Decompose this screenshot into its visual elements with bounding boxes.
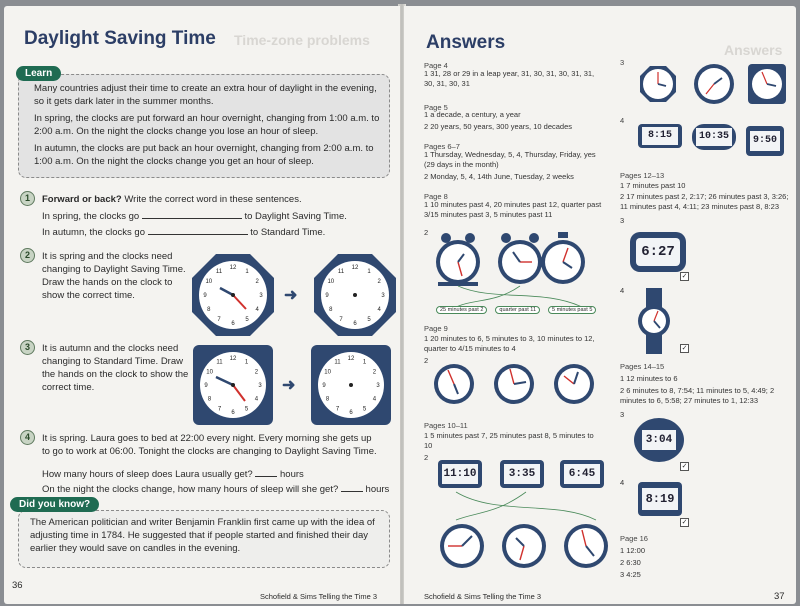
clock-numeral: 5 <box>362 406 367 413</box>
clock-numeral: 7 <box>217 317 221 324</box>
clock-numeral: 8 <box>207 307 211 313</box>
page1011-answer-2: 2 <box>424 453 429 462</box>
page1011-heading: Pages 10–11 <box>424 421 468 430</box>
q2-clock-answer[interactable] <box>312 252 398 338</box>
footer: Schofield & Sims Telling the Time 3 <box>260 592 378 601</box>
clock-numeral: 10 <box>324 369 331 376</box>
checkbox-icon: ✓ <box>681 519 688 526</box>
clock-numeral: 2 <box>254 369 259 376</box>
arrow-icon: ➜ <box>282 377 296 394</box>
q3-text: It is autumn and the clocks need changing to Standard Time. Draw the hands on the clock to show the correct time. <box>42 343 189 393</box>
q1-prompt-bold: Forward or back? <box>42 194 122 205</box>
q1-line-1 <box>42 210 347 223</box>
page1011-clocks <box>436 490 616 574</box>
clock-numeral: 1 <box>367 268 371 275</box>
page1415-answer-3: 3 <box>620 410 625 419</box>
arrow-icon: ➜ <box>284 287 298 304</box>
clock-numeral: 7 <box>339 317 343 324</box>
page16-answer-3: 3 4:25 <box>620 570 641 579</box>
clock-numeral: 11 <box>216 359 223 366</box>
footer: Schofield & Sims Telling the Time 3 <box>424 592 542 601</box>
page1415-answer-1: 1 12 minutes to 6 <box>620 374 678 383</box>
clock-numeral: 12 <box>229 356 237 362</box>
learn-para-3: In autumn, the clocks are put back an hour overnight, changing from 2:00 a.m. to 1:00 a.m. On the night the clocks change you get an hour of sleep. <box>34 143 374 167</box>
page67-answer-1: 1 Thursday, Wednesday, 5, 4, Thursday, Friday, yes (29 days in the month) <box>424 150 596 169</box>
digital-clock-3-04 <box>634 418 684 462</box>
question-number-2: 2 <box>20 248 35 263</box>
page-title: Daylight Saving Time <box>24 28 216 49</box>
page1213-answer-1: 1 7 minutes past 10 <box>620 181 686 190</box>
clock-numeral: 9 <box>325 293 329 299</box>
clock-numeral: 8 <box>325 396 330 403</box>
clock-numeral: 2 <box>255 279 259 285</box>
q4-line-1-text: How many hours of sleep does Laura usually get? <box>42 469 253 480</box>
clock-numeral: 4 <box>255 307 259 313</box>
page-number: 36 <box>12 580 23 591</box>
page-number: 37 <box>774 591 785 602</box>
checkbox-icon: ✓ <box>681 273 688 280</box>
clock-numeral: 4 <box>377 307 381 313</box>
question-number-3: 3 <box>20 340 35 355</box>
ghost-title: Answers <box>724 42 783 58</box>
q4-answer-blank-1[interactable] <box>255 468 277 477</box>
clock-numeral: 10 <box>206 369 213 376</box>
analogue-watch <box>636 288 672 354</box>
page9-clocks <box>430 358 610 412</box>
digital-display: 8:15 <box>642 127 678 145</box>
q1-line-2 <box>42 226 325 239</box>
digital-display: 10:35 <box>696 128 732 146</box>
q3-clock-before <box>192 344 274 426</box>
q4-line-2-text: On the night the clocks change, how many hours of sleep will she get? <box>42 484 339 495</box>
learn-tag: Learn <box>16 66 61 81</box>
digital-watch-6-27 <box>630 232 686 272</box>
question-number-4: 4 <box>20 430 35 445</box>
learn-para-1: Many countries adjust their time to create an extra hour of daylight in the evening, so it gets dark later in the summer months. <box>34 83 377 107</box>
page67-answer-2: 2 Monday, 5, 4, 14th June, Tuesday, 2 weeks <box>424 172 574 181</box>
page16-heading: Page 16 <box>620 534 648 543</box>
ghost-title: Time-zone problems <box>234 32 370 48</box>
page67-heading: Pages 6–7 <box>424 142 460 151</box>
page5-heading: Page 5 <box>424 103 448 112</box>
clock-numeral: 11 <box>334 359 341 366</box>
col2-clocks-3 <box>636 60 786 108</box>
q1-line-1-a: In spring, the clocks go <box>42 211 140 222</box>
page5-answer-1: 1 a decade, a century, a year <box>424 110 521 119</box>
clock-numeral: 6 <box>353 321 357 327</box>
page1415-heading: Pages 14–15 <box>620 362 665 371</box>
clock-numeral: 5 <box>244 406 249 413</box>
clock-numeral: 5 <box>367 317 371 324</box>
digital-clock-6-45 <box>560 460 604 488</box>
page1213-heading: Pages 12–13 <box>620 171 665 180</box>
clock-numeral: 9 <box>203 293 207 299</box>
label-quarter-past-11: quarter past 11 <box>495 306 540 314</box>
q1-line-2-a: In autumn, the clocks go <box>42 227 145 238</box>
page1213-answer-3: 3 <box>620 216 625 225</box>
digital-clock-11-10 <box>438 460 482 488</box>
clock-numeral: 2 <box>372 369 377 376</box>
q4-answer-blank-2[interactable] <box>341 483 363 492</box>
digital-clock-8-15 <box>638 124 682 148</box>
clock-numeral: 8 <box>207 396 212 403</box>
q1-answer-blank-2[interactable] <box>148 226 248 235</box>
clock-numeral: 4 <box>254 396 259 403</box>
clock-numeral: 2 <box>377 279 381 285</box>
did-you-know-tag: Did you know? <box>10 497 99 512</box>
clock-numeral: 1 <box>362 359 367 366</box>
clock-numeral: 1 <box>244 359 249 366</box>
page8-labels <box>436 306 596 314</box>
clock-numeral: 11 <box>215 268 223 275</box>
clock-numeral: 6 <box>349 410 353 416</box>
q4-unit-2: hours <box>365 484 390 495</box>
digital-clock-10-35 <box>692 124 736 150</box>
label-25-past-2: 25 minutes past 2 <box>436 306 487 314</box>
clock-numeral: 4 <box>372 396 377 403</box>
digital-clock-8-19 <box>638 482 682 516</box>
q2-clock-before <box>190 252 276 338</box>
q1-prompt <box>42 193 382 206</box>
q1-answer-blank-1[interactable] <box>142 210 242 219</box>
page1415-answer-2: 2 6 minutes to 8, 7:54; 11 minutes to 5, 4:49; 2 minutes to 6, 5:58; 27 minutes to 1, 12:33 <box>620 386 775 405</box>
clock-numeral: 3 <box>381 293 385 299</box>
clock-numeral: 7 <box>335 406 340 413</box>
answers-title: Answers <box>426 32 506 53</box>
clock-numeral: 9 <box>322 383 326 389</box>
clock-numeral: 3 <box>258 383 262 389</box>
page8-answer-2: 2 <box>424 228 429 237</box>
digital-display: 6:45 <box>564 464 600 484</box>
clock-numeral: 10 <box>327 279 335 285</box>
q4-unit-1: hours <box>280 469 304 480</box>
clock-numeral: 9 <box>204 383 208 389</box>
clock-numeral: 12 <box>229 265 237 271</box>
question-number-1: 1 <box>20 191 35 206</box>
q1-line-1-b: to Daylight Saving Time. <box>244 211 347 222</box>
page1011-answer-1: 1 5 minutes past 7, 25 minutes past 8, 5 minutes to 10 <box>424 431 594 450</box>
learn-para-2: In spring, the clocks are put forward an hour overnight, changing from 1:00 a.m. to 2:00 a.m. On the night the clocks change you lose an hour of sleep. <box>34 113 380 137</box>
col2-label-4: 4 <box>620 116 625 125</box>
digital-display: 9:50 <box>750 131 780 151</box>
clock-numeral: 12 <box>347 356 355 362</box>
q4-line-1 <box>42 468 304 481</box>
q4-text: It is spring. Laura goes to bed at 22:00 every night. Every morning she gets up to go to work at 06:00. Tonight the clocks are changing to Daylight Saving Time. <box>42 433 377 457</box>
page5-answer-2: 2 20 years, 50 years, 300 years, 10 decades <box>424 122 573 131</box>
clock-numeral: 10 <box>205 279 213 285</box>
page4-heading: Page 4 <box>424 61 448 70</box>
digital-display: 3:35 <box>504 464 540 484</box>
clock-numeral: 7 <box>217 406 222 413</box>
digital-display: 3:04 <box>642 430 676 450</box>
digital-display: 8:19 <box>642 488 678 510</box>
page1415-answer-4: 4 <box>620 478 625 487</box>
checkbox-icon: ✓ <box>681 345 688 352</box>
clock-numeral: 5 <box>245 317 249 324</box>
digital-clock-3-35 <box>500 460 544 488</box>
digital-display: 11:10 <box>442 464 478 484</box>
page9-answer-2: 2 <box>424 356 429 365</box>
clock-numeral: 12 <box>351 265 359 271</box>
right-page <box>404 6 796 604</box>
clock-numeral: 6 <box>231 410 235 416</box>
digital-display: 6:27 <box>636 238 680 266</box>
digital-clock-9-50 <box>746 126 784 156</box>
clock-numeral: 1 <box>245 268 249 275</box>
clock-numeral: 3 <box>376 383 380 389</box>
page1213-answer-4: 4 <box>620 286 625 295</box>
did-you-know-text: The American politician and writer Benjamin Franklin first came up with the idea of adjusting time in 1784. He suggested that if people started and finished their day earlier they would save on candles in the evening. <box>30 517 375 554</box>
col2-label-3: 3 <box>620 58 625 67</box>
page16-answer-1: 1 12:00 <box>620 546 646 555</box>
clock-numeral: 8 <box>329 307 333 313</box>
left-page <box>4 6 400 604</box>
q1-line-2-b: to Standard Time. <box>250 227 326 238</box>
q2-text: It is spring and the clocks need changing to Daylight Saving Time. Draw the hands on the clock to show the correct time. <box>42 251 186 301</box>
q1-prompt-text: Write the correct word in these sentences. <box>124 194 302 205</box>
label-5-past-5: 5 minutes past 5 <box>548 306 596 314</box>
page8-clocks <box>434 230 614 306</box>
page16-answer-2: 2 6:30 <box>620 558 641 567</box>
clock-numeral: 6 <box>231 321 235 327</box>
page8-answer-1: 1 10 minutes past 4, 20 minutes past 12, quarter past 3/15 minutes past 3, 5 minutes past 11 <box>424 200 602 219</box>
page9-heading: Page 9 <box>424 324 448 333</box>
page1213-answer-2: 2 17 minutes past 2, 2:17; 26 minutes past 3, 3:26; 11 minutes past 4, 4:11; 23 minutes past 8, 8:23 <box>620 192 789 211</box>
clock-numeral: 3 <box>259 293 263 299</box>
page8-heading: Page 8 <box>424 192 448 201</box>
page4-answer-1: 1 31, 28 or 29 in a leap year, 31, 30, 31, 30, 31, 31, 30, 31, 30, 31 <box>424 69 595 88</box>
page9-answer-1: 1 20 minutes to 6, 5 minutes to 3, 10 minutes to 12, quarter to 4/15 minutes to 4 <box>424 334 595 353</box>
q4-line-2 <box>42 483 389 496</box>
clock-numeral: 11 <box>337 268 345 275</box>
q3-clock-answer[interactable] <box>310 344 392 426</box>
checkbox-icon: ✓ <box>681 463 688 470</box>
